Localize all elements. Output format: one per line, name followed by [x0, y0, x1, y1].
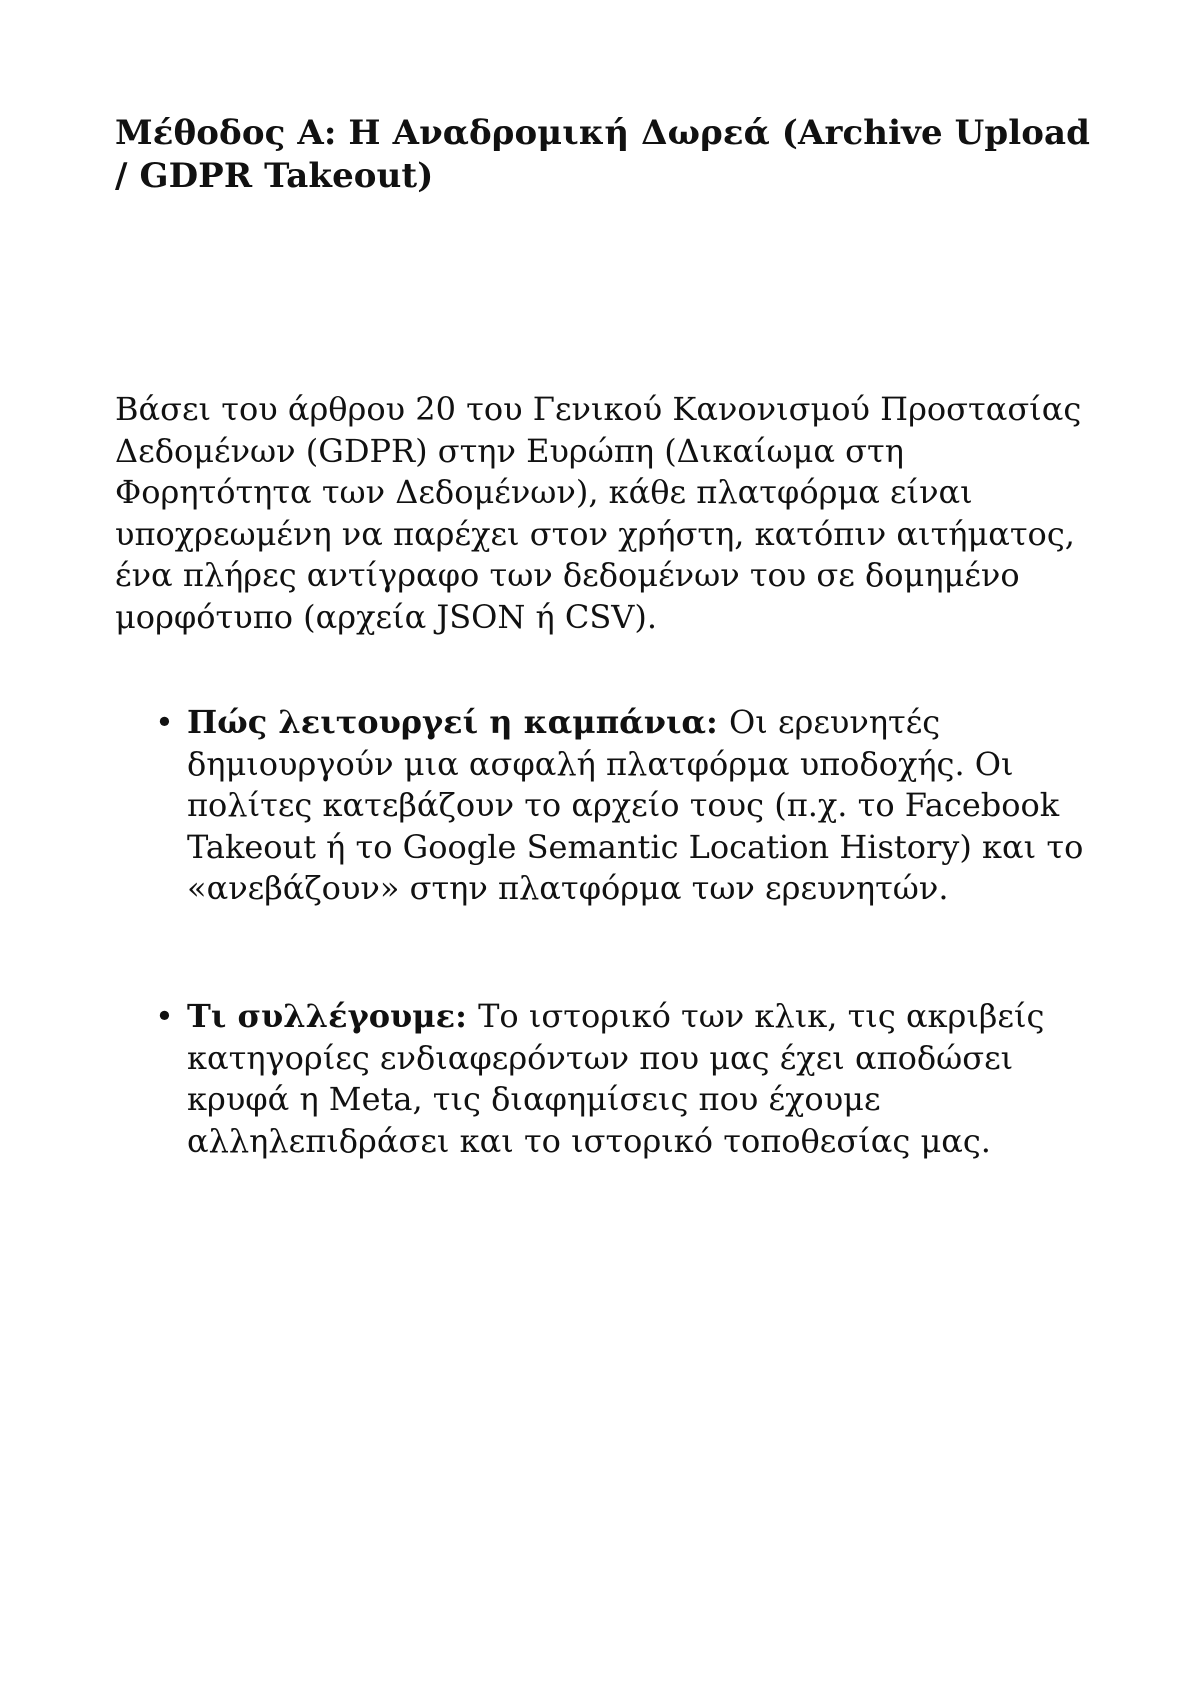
bullet-text: Οι ερευνητές δημιουργούν μια ασφαλή πλατφόρμα υποδοχής. Οι πολίτες κατεβάζουν το αρχείο τους (π.χ. το Facebook Takeout ή το Google Semantic Location History) και το «ανεβάζουν» στην πλατφόρμα των ερευνητών.: [187, 703, 1084, 908]
bullet-item-campaign: [155, 702, 1105, 910]
bullet-marker: •: [155, 703, 174, 741]
bullet-term: Τι συλλέγουμε:: [187, 996, 479, 1035]
bullet-list: [155, 702, 1105, 1162]
bullet-item-collection: [155, 996, 1105, 1162]
section-heading: Μέθοδος Α: Η Αναδρομική Δωρεά (Archive Upload / GDPR Takeout): [115, 113, 1091, 196]
bullet-marker: •: [155, 996, 174, 1035]
bullet-term: Πώς λειτουργεί η καμπάνια:: [187, 703, 729, 741]
bullet-text: Το ιστορικό των κλικ, τις ακριβείς κατηγορίες ενδιαφερόντων που μας έχει αποδώσει κρυφά η Meta, τις διαφημίσεις που έχουμε αλληλεπιδράσει και το ιστορικό τοποθεσίας μας.: [187, 996, 1045, 1160]
intro-paragraph: Βάσει του άρθρου 20 του Γενικού Κανονισμού Προστασίας Δεδομένων (GDPR) στην Ευρώπη (Δικαίωμα στη Φορητότητα των Δεδομένων), κάθε πλατφόρμα είναι υποχρεωμένη να παρέχει στον χρήστη, κατόπιν αιτήματος, ένα πλήρες αντίγραφο των δεδομένων του σε δομημένο μορφότυπο (αρχεία JSON ή CSV).: [115, 390, 1082, 636]
